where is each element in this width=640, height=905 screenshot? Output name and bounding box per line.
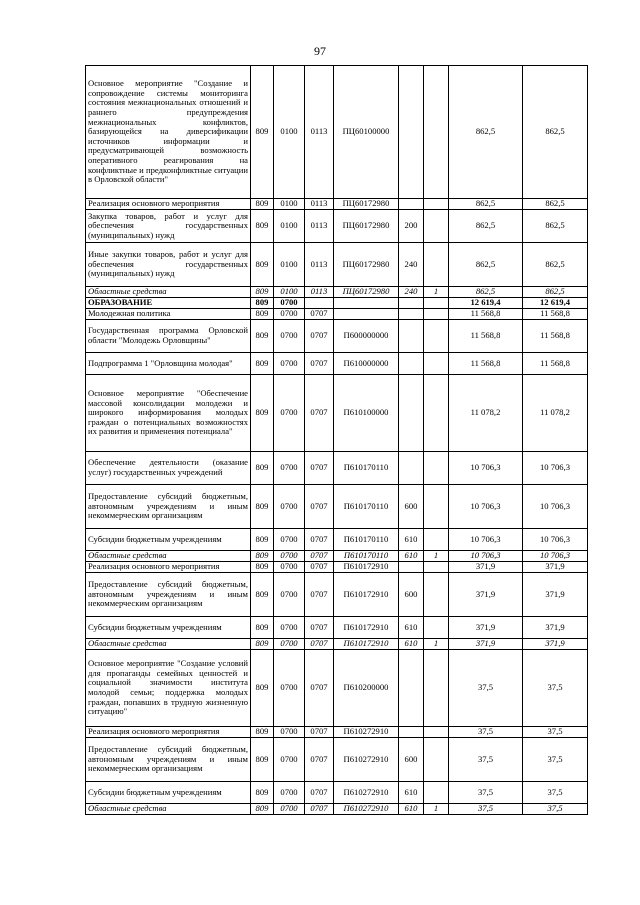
amount-cell-2: 11 568,8 <box>523 320 588 353</box>
department-code-cell: 809 <box>251 375 274 452</box>
subsection-code-cell: 0707 <box>305 375 334 452</box>
row-name-cell: Областные средства <box>86 287 251 298</box>
amount-cell-2: 371,9 <box>523 639 588 650</box>
funding-source-cell <box>424 199 449 210</box>
amount-cell-1: 862,5 <box>449 66 523 199</box>
department-code-cell: 809 <box>251 210 274 243</box>
department-code-cell: 809 <box>251 617 274 639</box>
amount-cell-2: 37,5 <box>523 782 588 804</box>
amount-cell-1: 862,5 <box>449 199 523 210</box>
table-row <box>86 650 588 727</box>
target-article-cell: П610272910 <box>334 727 399 738</box>
row-name-cell: Предоставление субсидий бюджетным, автономным учреждениям и иным некоммерческим организациям <box>86 738 251 782</box>
table-row <box>86 320 588 353</box>
funding-source-cell <box>424 573 449 617</box>
funding-source-cell: 1 <box>424 551 449 562</box>
row-name-cell: Молодежная политика <box>86 309 251 320</box>
subsection-code-cell: 0707 <box>305 804 334 815</box>
subsection-code-cell: 0707 <box>305 650 334 727</box>
section-code-cell: 0700 <box>274 353 305 375</box>
subsection-code-cell: 0113 <box>305 243 334 287</box>
department-code-cell: 809 <box>251 243 274 287</box>
table-row <box>86 782 588 804</box>
table-row <box>86 485 588 529</box>
section-code-cell: 0700 <box>274 452 305 485</box>
target-article-cell: ПЦ60172980 <box>334 243 399 287</box>
row-name-cell: Обеспечение деятельности (оказание услуг) государственных учреждений <box>86 452 251 485</box>
table-row <box>86 287 588 298</box>
row-name-cell: Субсидии бюджетным учреждениям <box>86 782 251 804</box>
row-name-cell: Подпрограмма 1 "Орловщина молодая" <box>86 353 251 375</box>
subsection-code-cell: 0707 <box>305 573 334 617</box>
target-article-cell: П610170110 <box>334 452 399 485</box>
department-code-cell: 809 <box>251 551 274 562</box>
section-code-cell: 0100 <box>274 199 305 210</box>
expense-type-cell <box>399 650 424 727</box>
amount-cell-2: 862,5 <box>523 66 588 199</box>
target-article-cell: П610200000 <box>334 650 399 727</box>
section-code-cell: 0700 <box>274 562 305 573</box>
section-code-cell: 0700 <box>274 650 305 727</box>
expense-type-cell <box>399 562 424 573</box>
department-code-cell: 809 <box>251 727 274 738</box>
department-code-cell: 809 <box>251 452 274 485</box>
amount-cell-2: 10 706,3 <box>523 452 588 485</box>
table-row <box>86 529 588 551</box>
amount-cell-1: 371,9 <box>449 573 523 617</box>
target-article-cell: П610172910 <box>334 562 399 573</box>
target-article-cell: П610272910 <box>334 804 399 815</box>
section-code-cell: 0700 <box>274 529 305 551</box>
table-row <box>86 551 588 562</box>
department-code-cell: 809 <box>251 298 274 309</box>
row-name-cell: Реализация основного мероприятия <box>86 727 251 738</box>
expense-type-cell: 610 <box>399 551 424 562</box>
target-article-cell: П610272910 <box>334 738 399 782</box>
table-row <box>86 243 588 287</box>
funding-source-cell <box>424 782 449 804</box>
target-article-cell: П610172910 <box>334 639 399 650</box>
expense-type-cell: 600 <box>399 573 424 617</box>
table-row <box>86 639 588 650</box>
amount-cell-2: 10 706,3 <box>523 529 588 551</box>
funding-source-cell: 1 <box>424 804 449 815</box>
section-code-cell: 0700 <box>274 298 305 309</box>
row-name-cell: Субсидии бюджетным учреждениям <box>86 617 251 639</box>
department-code-cell: 809 <box>251 650 274 727</box>
expense-type-cell: 610 <box>399 782 424 804</box>
target-article-cell: П600000000 <box>334 320 399 353</box>
row-name-cell: Предоставление субсидий бюджетным, автономным учреждениям и иным некоммерческим организациям <box>86 573 251 617</box>
funding-source-cell <box>424 452 449 485</box>
target-article-cell <box>334 309 399 320</box>
section-code-cell: 0700 <box>274 738 305 782</box>
section-code-cell: 0700 <box>274 551 305 562</box>
subsection-code-cell: 0707 <box>305 738 334 782</box>
section-code-cell: 0700 <box>274 573 305 617</box>
section-code-cell: 0700 <box>274 782 305 804</box>
department-code-cell: 809 <box>251 309 274 320</box>
table-body <box>86 66 588 815</box>
subsection-code-cell: 0113 <box>305 210 334 243</box>
row-name-cell: Предоставление субсидий бюджетным, автономным учреждениям и иным некоммерческим организациям <box>86 485 251 529</box>
target-article-cell: П610272910 <box>334 782 399 804</box>
funding-source-cell <box>424 320 449 353</box>
target-article-cell: П610172910 <box>334 573 399 617</box>
subsection-code-cell: 0707 <box>305 320 334 353</box>
expense-type-cell <box>399 298 424 309</box>
amount-cell-2: 371,9 <box>523 573 588 617</box>
amount-cell-2: 862,5 <box>523 210 588 243</box>
amount-cell-2: 862,5 <box>523 199 588 210</box>
section-code-cell: 0100 <box>274 66 305 199</box>
funding-source-cell <box>424 298 449 309</box>
department-code-cell: 809 <box>251 66 274 199</box>
department-code-cell: 809 <box>251 485 274 529</box>
expense-type-cell: 240 <box>399 243 424 287</box>
funding-source-cell: 1 <box>424 639 449 650</box>
subsection-code-cell: 0707 <box>305 309 334 320</box>
table-row <box>86 804 588 815</box>
amount-cell-1: 371,9 <box>449 617 523 639</box>
target-article-cell: П610170110 <box>334 529 399 551</box>
target-article-cell: ПЦ60172980 <box>334 210 399 243</box>
department-code-cell: 809 <box>251 782 274 804</box>
subsection-code-cell: 0707 <box>305 353 334 375</box>
amount-cell-1: 371,9 <box>449 639 523 650</box>
amount-cell-1: 11 568,8 <box>449 320 523 353</box>
section-code-cell: 0700 <box>274 617 305 639</box>
table-row <box>86 738 588 782</box>
department-code-cell: 809 <box>251 573 274 617</box>
amount-cell-1: 10 706,3 <box>449 551 523 562</box>
amount-cell-2: 37,5 <box>523 738 588 782</box>
department-code-cell: 809 <box>251 639 274 650</box>
amount-cell-1: 11 568,8 <box>449 309 523 320</box>
expense-type-cell: 200 <box>399 210 424 243</box>
subsection-code-cell: 0113 <box>305 287 334 298</box>
table-row <box>86 375 588 452</box>
expense-type-cell <box>399 727 424 738</box>
funding-source-cell <box>424 210 449 243</box>
subsection-code-cell: 0707 <box>305 551 334 562</box>
expense-type-cell: 610 <box>399 529 424 551</box>
subsection-code-cell: 0707 <box>305 562 334 573</box>
amount-cell-2: 11 568,8 <box>523 353 588 375</box>
section-code-cell: 0100 <box>274 243 305 287</box>
department-code-cell: 809 <box>251 804 274 815</box>
funding-source-cell <box>424 243 449 287</box>
table-row <box>86 199 588 210</box>
amount-cell-2: 37,5 <box>523 804 588 815</box>
subsection-code-cell: 0707 <box>305 617 334 639</box>
section-code-cell: 0700 <box>274 639 305 650</box>
section-code-cell: 0700 <box>274 320 305 353</box>
expense-type-cell: 600 <box>399 738 424 782</box>
funding-source-cell <box>424 529 449 551</box>
funding-source-cell <box>424 562 449 573</box>
department-code-cell: 809 <box>251 287 274 298</box>
section-code-cell: 0100 <box>274 210 305 243</box>
target-article-cell: П610170110 <box>334 485 399 529</box>
row-name-cell: Основное мероприятие "Создание и сопровождение системы мониторинга состояния межнациональных отношений и раннего предупреждения межнациональных конфликтов, базирующейся на диверсификации источников информации и предусматривающей возможность оперативного реагирования на конфликтные и предконфликтные ситуации в Орловской области" <box>86 66 251 199</box>
subsection-code-cell: 0707 <box>305 529 334 551</box>
subsection-code-cell <box>305 298 334 309</box>
department-code-cell: 809 <box>251 738 274 782</box>
funding-source-cell <box>424 309 449 320</box>
table-row <box>86 452 588 485</box>
amount-cell-1: 37,5 <box>449 804 523 815</box>
row-name-cell: Иные закупки товаров, работ и услуг для обеспечения государственных (муниципальных) нужд <box>86 243 251 287</box>
amount-cell-1: 862,5 <box>449 210 523 243</box>
target-article-cell: ПЦ60100000 <box>334 66 399 199</box>
department-code-cell: 809 <box>251 320 274 353</box>
amount-cell-2: 371,9 <box>523 562 588 573</box>
amount-cell-2: 862,5 <box>523 287 588 298</box>
target-article-cell: П610100000 <box>334 375 399 452</box>
page-number: 97 <box>314 44 326 58</box>
amount-cell-2: 11 078,2 <box>523 375 588 452</box>
expense-type-cell: 240 <box>399 287 424 298</box>
funding-source-cell <box>424 650 449 727</box>
expense-type-cell: 600 <box>399 485 424 529</box>
expense-type-cell <box>399 66 424 199</box>
funding-source-cell <box>424 66 449 199</box>
amount-cell-1: 10 706,3 <box>449 452 523 485</box>
expense-type-cell <box>399 353 424 375</box>
funding-source-cell <box>424 738 449 782</box>
subsection-code-cell: 0113 <box>305 199 334 210</box>
table-row <box>86 353 588 375</box>
amount-cell-1: 37,5 <box>449 727 523 738</box>
table-row <box>86 617 588 639</box>
amount-cell-1: 37,5 <box>449 650 523 727</box>
amount-cell-2: 12 619,4 <box>523 298 588 309</box>
row-name-cell: Государственная программа Орловской области "Молодежь Орловщины" <box>86 320 251 353</box>
target-article-cell: ПЦ60172980 <box>334 287 399 298</box>
amount-cell-1: 862,5 <box>449 243 523 287</box>
target-article-cell: П610000000 <box>334 353 399 375</box>
table-row <box>86 573 588 617</box>
expense-type-cell <box>399 375 424 452</box>
amount-cell-2: 37,5 <box>523 727 588 738</box>
department-code-cell: 809 <box>251 353 274 375</box>
target-article-cell <box>334 298 399 309</box>
table-row <box>86 309 588 320</box>
target-article-cell: П610170110 <box>334 551 399 562</box>
department-code-cell: 809 <box>251 529 274 551</box>
row-name-cell: Основное мероприятие "Создание условий для пропаганды семейных ценностей и социальной значимости института молодой семьи; поддержка молодых граждан, попавших в трудную жизненную ситуацию" <box>86 650 251 727</box>
department-code-cell: 809 <box>251 199 274 210</box>
expense-type-cell <box>399 452 424 485</box>
row-name-cell: Субсидии бюджетным учреждениям <box>86 529 251 551</box>
funding-source-cell <box>424 353 449 375</box>
amount-cell-1: 862,5 <box>449 287 523 298</box>
table-row <box>86 210 588 243</box>
section-code-cell: 0700 <box>274 375 305 452</box>
expense-type-cell: 610 <box>399 639 424 650</box>
amount-cell-1: 12 619,4 <box>449 298 523 309</box>
amount-cell-2: 10 706,3 <box>523 551 588 562</box>
table-row <box>86 562 588 573</box>
section-code-cell: 0100 <box>274 287 305 298</box>
section-code-cell: 0700 <box>274 727 305 738</box>
expense-type-cell <box>399 309 424 320</box>
section-code-cell: 0700 <box>274 804 305 815</box>
section-code-cell: 0700 <box>274 309 305 320</box>
expense-type-cell: 610 <box>399 804 424 815</box>
row-name-cell: Реализация основного мероприятия <box>86 199 251 210</box>
amount-cell-2: 37,5 <box>523 650 588 727</box>
funding-source-cell <box>424 375 449 452</box>
expense-type-cell <box>399 199 424 210</box>
amount-cell-1: 11 078,2 <box>449 375 523 452</box>
amount-cell-1: 10 706,3 <box>449 529 523 551</box>
subsection-code-cell: 0707 <box>305 639 334 650</box>
row-name-cell: Областные средства <box>86 551 251 562</box>
amount-cell-2: 10 706,3 <box>523 485 588 529</box>
funding-source-cell <box>424 617 449 639</box>
amount-cell-2: 862,5 <box>523 243 588 287</box>
subsection-code-cell: 0707 <box>305 452 334 485</box>
subsection-code-cell: 0707 <box>305 485 334 529</box>
department-code-cell: 809 <box>251 562 274 573</box>
table-row <box>86 66 588 199</box>
subsection-code-cell: 0707 <box>305 727 334 738</box>
section-code-cell: 0700 <box>274 485 305 529</box>
row-name-cell: Областные средства <box>86 639 251 650</box>
funding-source-cell <box>424 485 449 529</box>
table-row <box>86 298 588 309</box>
expense-type-cell <box>399 320 424 353</box>
row-name-cell: Реализация основного мероприятия <box>86 562 251 573</box>
amount-cell-2: 371,9 <box>523 617 588 639</box>
budget-table <box>85 65 588 815</box>
amount-cell-1: 37,5 <box>449 782 523 804</box>
row-name-cell: Областные средства <box>86 804 251 815</box>
amount-cell-1: 10 706,3 <box>449 485 523 529</box>
amount-cell-1: 371,9 <box>449 562 523 573</box>
funding-source-cell: 1 <box>424 287 449 298</box>
amount-cell-1: 37,5 <box>449 738 523 782</box>
row-name-cell: Закупка товаров, работ и услуг для обеспечения государственных (муниципальных) нужд <box>86 210 251 243</box>
row-name-cell: Основное мероприятие "Обеспечение массовой консолидации молодежи и широкого информирования молодых граждан о потенциальных возможностях их развития и применения потенциала" <box>86 375 251 452</box>
funding-source-cell <box>424 727 449 738</box>
target-article-cell: П610172910 <box>334 617 399 639</box>
expense-type-cell: 610 <box>399 617 424 639</box>
amount-cell-1: 11 568,8 <box>449 353 523 375</box>
subsection-code-cell: 0707 <box>305 782 334 804</box>
row-name-cell: ОБРАЗОВАНИЕ <box>86 298 251 309</box>
amount-cell-2: 11 568,8 <box>523 309 588 320</box>
target-article-cell: ПЦ60172980 <box>334 199 399 210</box>
table-row <box>86 727 588 738</box>
subsection-code-cell: 0113 <box>305 66 334 199</box>
